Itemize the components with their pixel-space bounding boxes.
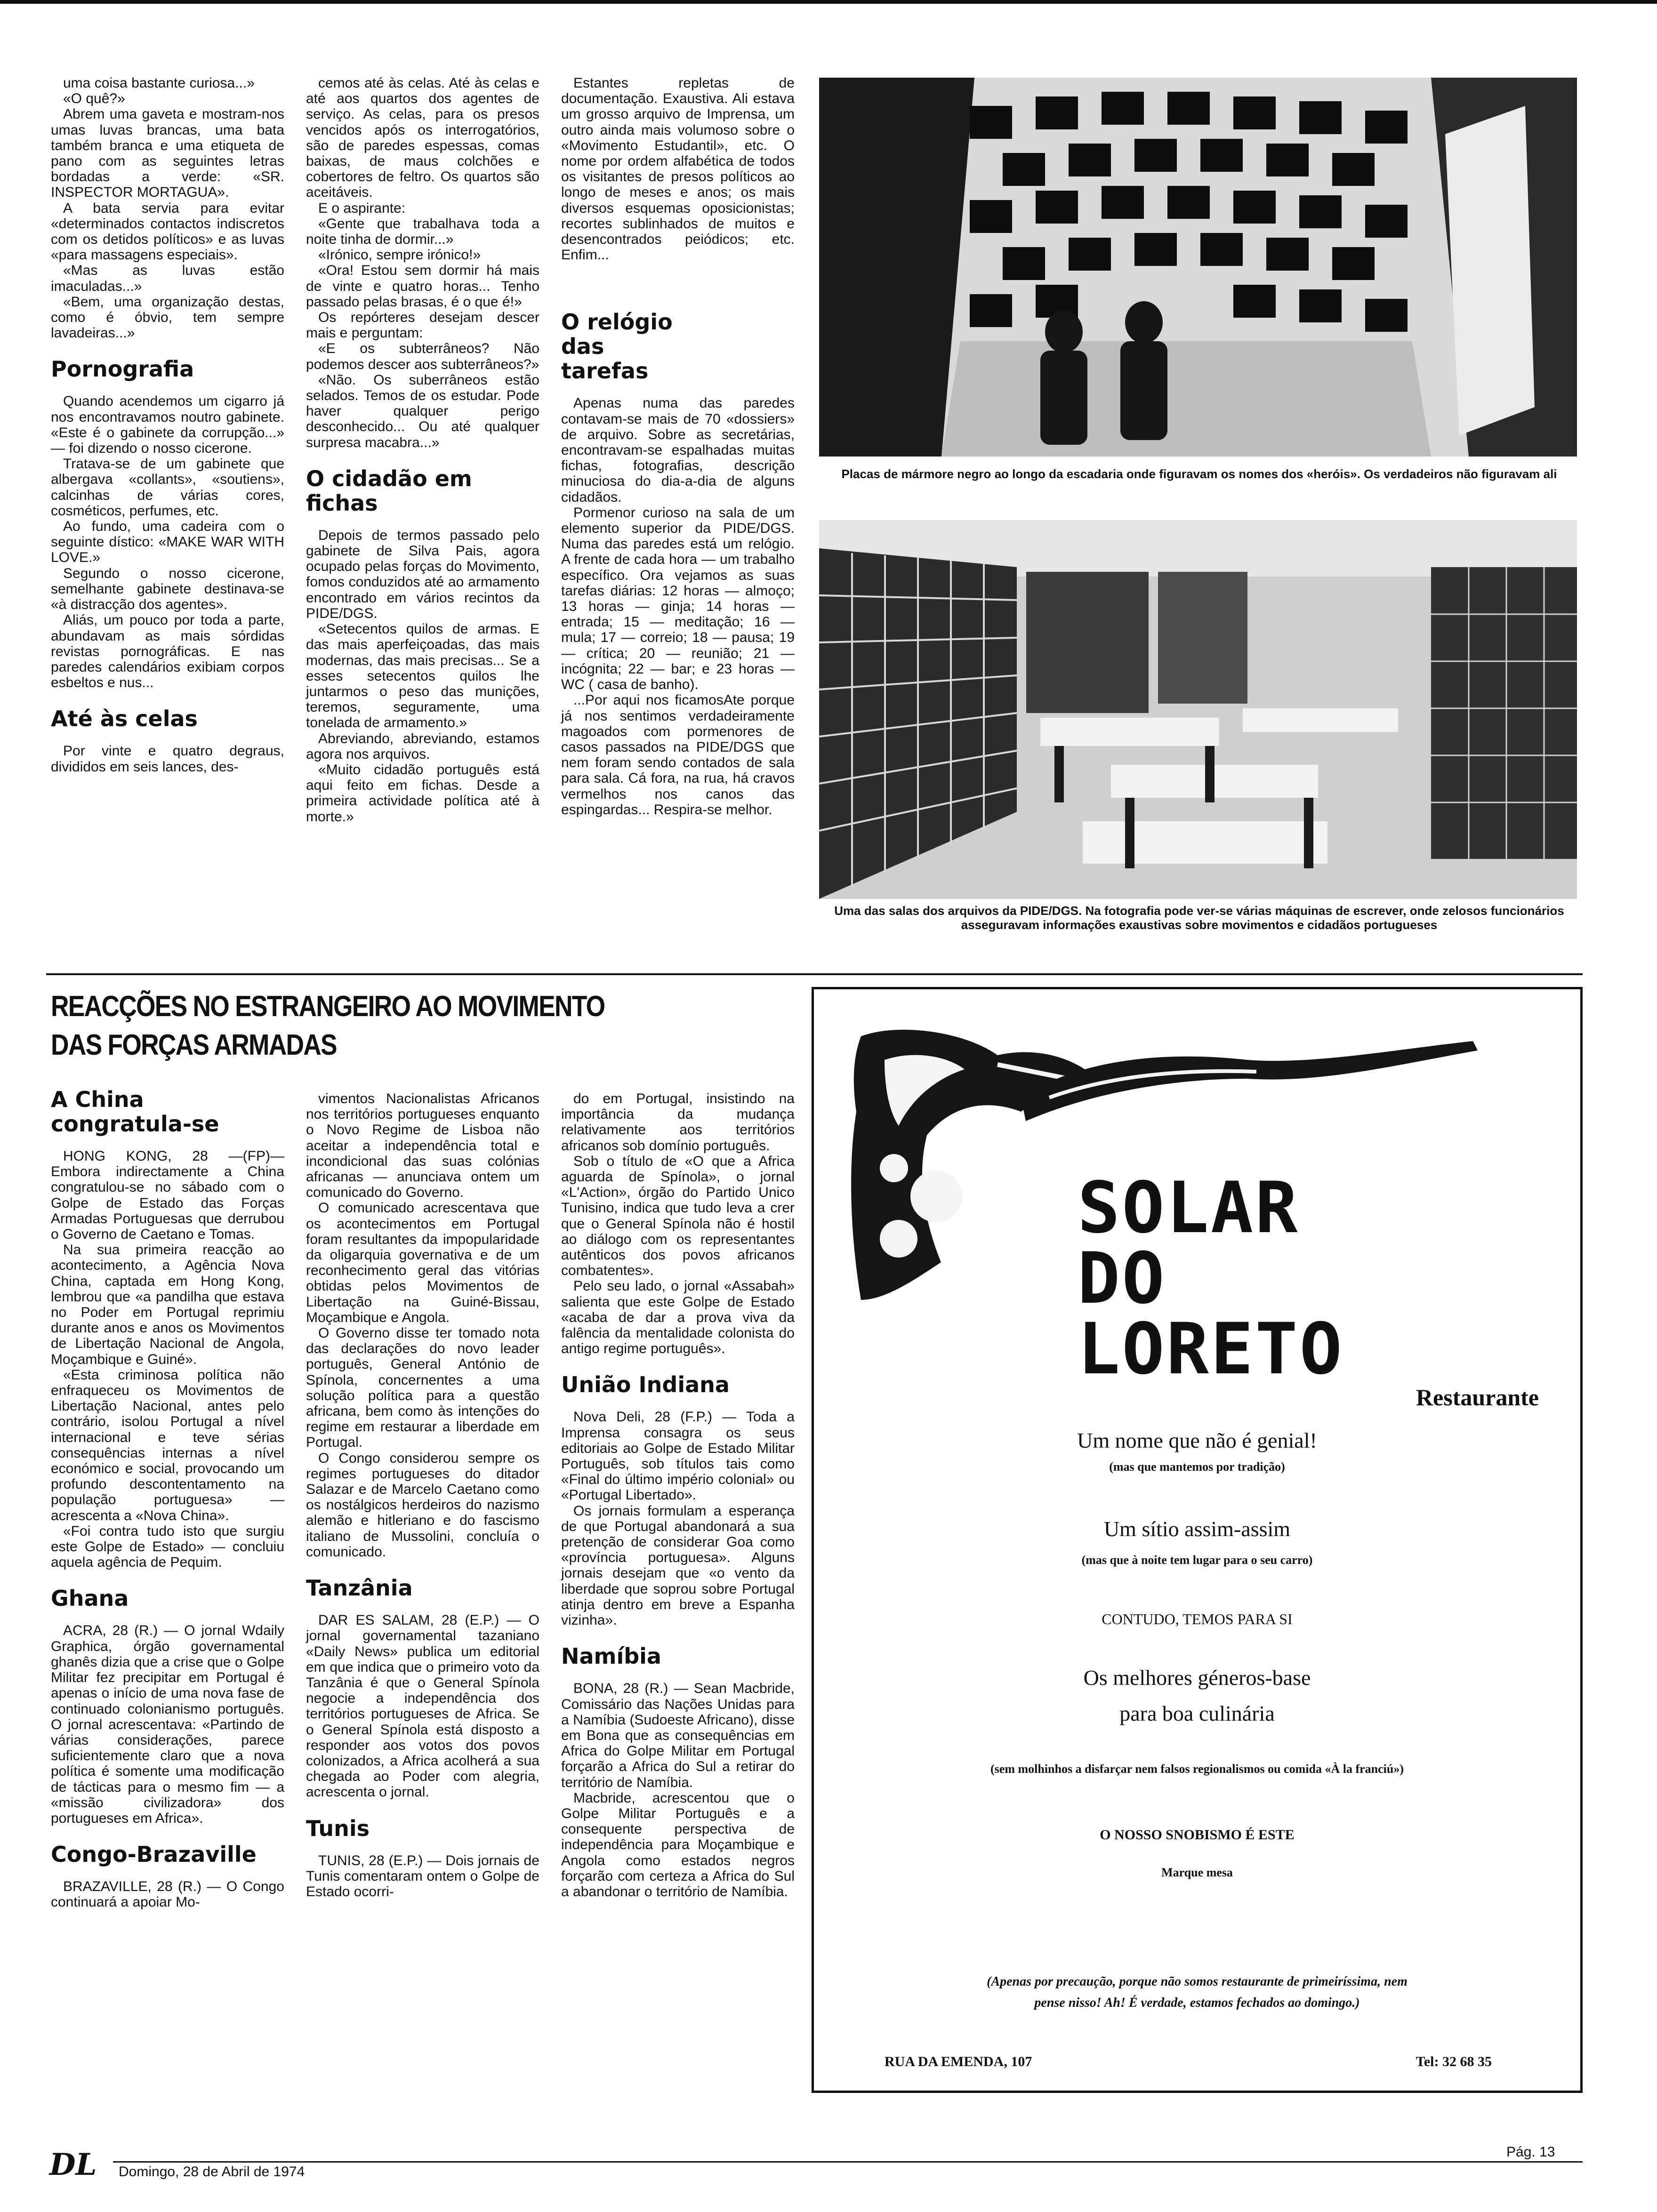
paragraph: «Mas as luvas estão imaculadas...»: [51, 263, 284, 294]
restaurant-advertisement: [812, 987, 1583, 2093]
restaurant-name-line-1: SOLAR: [1078, 1167, 1300, 1249]
paragraph: HONG KONG, 28 —(FP)— Embora indirectamente a China congratulou-se no sábado com o Golpe de Estado das Forças Armadas Portuguesas que derrubou o Governo de Caetano e Tomas.: [51, 1148, 284, 1242]
ad-line-6: Marque mesa: [1161, 1866, 1233, 1879]
ad-line-5: O NOSSO SNOBISMO É ESTE: [1100, 1827, 1295, 1843]
bottom-col2-paras3: [306, 1853, 539, 1900]
paragraph: Ao fundo, uma cadeira com o seguinte dístico: «MAKE WAR WITH LOVE.»: [51, 519, 284, 566]
paragraph: Abreviando, abreviando, estamos agora nos arquivos.: [306, 730, 539, 762]
bottom-col2-paras1: [306, 1091, 539, 1560]
top-col1-paras1: [51, 75, 284, 341]
heading-uniao-indiana: União Indiana: [561, 1372, 730, 1398]
paragraph: «Gente que trabalhava toda a noite tinha de dormir...»: [306, 216, 539, 248]
bottom-col3-paras3: [561, 1681, 795, 1899]
footer-rule: [113, 2161, 1583, 2163]
article-headline: [51, 987, 812, 1065]
top-col3-paras2: [561, 395, 795, 817]
page-number: Pág. 13: [1506, 2144, 1555, 2160]
caption-staircase: Placas de mármore negro ao longo da escadaria onde figuravam os nomes dos «heróis». Os verdadeiros não figuravam ali: [841, 467, 1557, 481]
bottom-column-2: [306, 1091, 539, 1899]
top-border: [0, 0, 1657, 4]
ad-line-2: Um sítio assim-assim: [1103, 1517, 1291, 1541]
top-column-3: [561, 75, 795, 817]
paragraph: Segundo o nosso cicerone, semelhante gabinete destinava-se «à distracção dos agentes».: [51, 565, 284, 613]
bottom-col1-paras1: [51, 1148, 284, 1570]
top-col3-paras1: [561, 75, 795, 263]
paragraph: Aliás, um pouco por toda a parte, abundavam as mais sórdidas revistas pornográficas. E nas paredes calendários exibiam corpos esbeltos e nus...: [51, 612, 284, 691]
paragraph: Quando acendemos um cigarro já nos encontravamos noutro gabinete. «Este é o gabinete da corrupção...» — foi dizendo o nosso cicerone.: [51, 393, 284, 457]
ad-line-4a: Os melhores géneros-base: [1083, 1666, 1311, 1690]
bottom-column-1: [51, 1087, 284, 1910]
ad-line-4-note: (sem molhinhos a disfarçar nem falsos regionalismos ou comida «À la franciú»): [990, 1762, 1404, 1776]
paragraph: Tratava-se de um gabinete que albergava «collants», «soutiens», calcinhas de várias cores, cosméticos, perfumes, etc.: [51, 456, 284, 519]
footer-date: Domingo, 28 de Abril de 1974: [119, 2164, 305, 2180]
paragraph: Pelo seu lado, o jornal «Assabah» salienta que este Golpe de Estado «acaba de dar a prova viva da falência da mentalidade colonista do antigo regime português».: [561, 1278, 795, 1357]
ad-line-3: CONTUDO, TEMOS PARA SI: [1102, 1611, 1293, 1627]
paragraph: DAR ES SALAM, 28 (E.P.) — O jornal governamental tazaniano «Daily News» publica um editorial em que indica que o primeiro voto da Tanzânia é que o General Spínola negocie a independência dos territórios portugueses de Africa. Se o General Spínola está disposto a responder aos votos dos povos colonizados, a Africa acolherá a sua chegada ao Poder com alegria, acrescenta o jornal.: [306, 1612, 539, 1800]
paragraph: Por vinte e quatro degraus, divididos em seis lances, des-: [51, 743, 284, 775]
paragraph: Os repórteres desejam descer mais e perguntam:: [306, 310, 539, 341]
paragraph: «O quê?»: [63, 91, 125, 107]
restaurant-subtitle: Restaurante: [1416, 1384, 1539, 1411]
top-col1-paras2: [51, 393, 284, 690]
bottom-col3-paras1: [561, 1091, 795, 1356]
paragraph: «Muito cidadão português está aqui feito em fichas. Desde a primeira actividade política até à morte.»: [306, 761, 539, 825]
paragraph: Pormenor curioso na sala de um elemento superior da PIDE/DGS. Numa das paredes está um relógio. A frente de cada hora — um trabalho específico. Ora vejamos as suas tarefas diárias: 12 horas — almoço; 13 horas — ginja; 14 horas — entrada; 15 — meditação; 16 — mula; 17 — correio; 18 — pausa; 19 — crítica; 20 — reunião; 21 — incógnita; 22 — bar; e 23 horas — WC ( casa de banho).: [561, 505, 795, 693]
paragraph: Macbride, acrescentou que o Golpe Militar Português e a consequente perspectiva de independência para Moçambique e Angola como estados negros forçarão com certeza a Africa do Sul a abandonar o território de Namíbia.: [561, 1790, 795, 1899]
heading-china: A China congratula-se: [51, 1087, 219, 1137]
top-col2-paras1: [306, 75, 539, 450]
paragraph: BRAZAVILLE, 28 (R.) — O Congo continuará a apoiar Mo-: [51, 1879, 284, 1910]
paragraph: TUNIS, 28 (E.P.) — Dois jornais de Tunis comentaram ontem o Golpe de Estado ocorri-: [306, 1852, 539, 1899]
ad-phone: Tel: 32 68 35: [1416, 2054, 1492, 2069]
top-col1-paras3: [51, 743, 284, 774]
ad-line-2-note: (mas que à noite tem lugar para o seu carro): [1081, 1553, 1313, 1567]
restaurant-name: [1078, 1167, 1407, 1390]
paragraph: Nova Deli, 28 (F.P.) — Toda a Imprensa consagra os seus editoriais ao Golpe de Estado Militar Português, sob títulos tais como «Final do último império colonial» ou «Portugal Libertado».: [561, 1409, 795, 1503]
paragraph: «Setecentos quilos de armas. E das mais aperfeiçoadas, das mais modernas, das mais precisas... Se a esses setecentos quilos lhe juntarmos o peso das munições, teremos, seguramente, uma tonelada de armamento.»: [306, 621, 539, 731]
paragraph: vimentos Nacionalistas Africanos nos territórios portugueses enquanto o Novo Regime de Lisboa não aceitar a independência total e incondicional das suas colónias africanas — anunciava ontem um comunicado do Governo.: [306, 1091, 539, 1201]
paragraph: «Esta criminosa política não enfraqueceu os Movimentos de Libertação Nacional, antes pelo contrário, isolou Portugal a nível internacional e teve sérias consequências internas a nível económico e social, provocando um profundo descontentamento na população portuguesa» — acrescenta a «Nova China».: [51, 1367, 284, 1523]
branch-illustration: [1021, 1032, 1482, 1126]
heading-congo-brazaville: Congo-Brazaville: [51, 1842, 257, 1867]
section-divider: [46, 973, 1583, 975]
paragraph: «Foi contra tudo isto que surgiu este Golpe de Estado» — concluiu aquela agência de Pequim.: [51, 1523, 284, 1571]
top-column-1: [51, 75, 284, 775]
paragraph: Sob o título de «O que a Africa aguarda de Spínola», o jornal «L'Action», órgão do Partido Unico Tunisino, indica que tudo leva a crer que o General Spínola não é hostil ao diálogo com os representantes autênticos dos povos africanos combatentes».: [561, 1153, 795, 1279]
ad-line-1: Um nome que não é genial!: [1077, 1428, 1317, 1452]
headline-line-1: REACÇÕES NO ESTRANGEIRO AO MOVIMENTO: [51, 990, 605, 1023]
photo-staircase-plaques: [819, 78, 1577, 457]
paragraph: Apenas numa das paredes contavam-se mais de 70 «dossiers» de arquivo. Sobre as secretárias, encontravam-se espalhadas muitas fichas, fotografias, descrição minuciosa do dia-a-dia de alguns cidadãos.: [561, 395, 795, 505]
paragraph: Abrem uma gaveta e mostram-nos umas luvas brancas, uma bata também branca e uma etiqueta de pano com as seguintes letras bordadas a verde: «SR. INSPECTOR MORTAGUA».: [51, 106, 284, 200]
paragraph: ...Por aqui nos ficamosAte porque já nos sentimos verdadeiramente magoados com pormenores de casos passados na PIDE/DGS que nem foram sendo contados de sala para sala. Cá fora, na rua, há cravos vermelhos nos canos das espingardas... Respira-se melhor.: [561, 692, 795, 817]
heading-ate-as-celas: Até às celas: [51, 706, 198, 732]
caption-archive-room: Uma das salas dos arquivos da PIDE/DGS. Na fotografia pode ver-se várias máquinas de escrever, onde zelosos funcionários asseguravam informações exaustivas sobre movimentos e cidadãos portugueses: [834, 904, 1564, 932]
paragraph: BONA, 28 (R.) — Sean Macbride, Comissário das Nações Unidas para a Namíbia (Sudoeste Africano), disse em Bona que as consequências em Africa do Golpe Militar em Portugal forçarão a Africa do Sul a retirar do território de Namíbia.: [561, 1681, 795, 1790]
bottom-col3-paras2: [561, 1409, 795, 1628]
restaurant-name-line-3: LORETO: [1078, 1308, 1344, 1390]
photo-archive-image: [819, 520, 1577, 899]
paragraph: O Governo disse ter tomado nota das declarações do novo leader português, General António de Spínola, concernentes a uma solução política para a questão africana, bem como às intenções do regime em restaurar a liberdade em Portugal.: [306, 1325, 539, 1451]
heading-pornografia: Pornografia: [51, 356, 194, 382]
paragraph: E o aspirante:: [318, 200, 406, 216]
paragraph: O comunicado acrescentava que os acontecimentos em Portugal foram resultantes da impopularidade da oligarquia governativa e de um reconhecimento geral das vitórias obtidas pelos Movimentos de Libertação na Guiné-Bissau, Moçambique e Angola.: [306, 1200, 539, 1325]
ad-line-1-note: (mas que mantemos por tradição): [1109, 1460, 1285, 1474]
paragraph: «Não. Os suberrâneos estão selados. Temos de os estudar. Pode haver qualquer perigo desconhecido... Ou até qualquer surpresa macabra...»: [306, 372, 539, 450]
headline-line-2: DAS FORÇAS ARMADAS: [51, 1029, 337, 1061]
bottom-col2-paras2: [306, 1612, 539, 1800]
restaurant-name-line-2: DO: [1078, 1238, 1166, 1320]
bottom-col1-paras3: [51, 1879, 284, 1910]
heading-tunis: Tunis: [306, 1815, 370, 1841]
paragraph: A bata servia para evitar «determinados contactos indiscretos com os detidos políticos» e as luvas «para massagens especiais».: [51, 200, 284, 263]
heading-cidadao-em-fichas: O cidadão em fichas: [306, 465, 472, 516]
bottom-column-3: [561, 1091, 795, 1899]
ad-disclaimer-line-1: (Apenas por precaução, porque não somos restaurante de primeiríssima, nem: [987, 1974, 1408, 1989]
photo-staircase-image: [819, 78, 1577, 457]
paragraph: uma coisa bastante curiosa...»: [63, 75, 255, 91]
paragraph: O Congo considerou sempre os regimes portugueses do ditador Salazar e de Marcelo Caetano como os nostálgicos herdeiros do nazismo alemão e hitleriano e do fascismo italiano de Mussolini, concluía o comunicado.: [306, 1450, 539, 1560]
paragraph: «Irónico, sempre irónico!»: [318, 247, 481, 263]
ad-disclaimer-line-2: pense nisso! Ah! É verdade, estamos fechados ao domingo.): [1034, 1996, 1360, 2010]
paragraph: «Ora! Estou sem dormir há mais de vinte e quatro horas... Tenho passado pelas brasas, é o que é!»: [306, 263, 539, 310]
paragraph: Os jornais formulam a esperança de que Portugal abandonará a sua pretenção de considerar Goa como «província portuguesa». Alguns jornais desejam que «o vento da liberdade que soprou sobre Portugal atinja dentro em breve a Espanha vizinha».: [561, 1503, 795, 1628]
top-col2-paras2: [306, 528, 539, 825]
ad-line-4b: para boa culinária: [1119, 1701, 1275, 1725]
heading-relogio-das-tarefas: O relógio das tarefas: [561, 309, 673, 384]
paragraph: Depois de termos passado pelo gabinete de Silva Pais, agora ocupado pelas forças do Movimento, fomos conduzidos até ao armamento encontrado em vários recintos da PIDE/DGS.: [306, 527, 539, 621]
bottom-col1-paras2: [51, 1623, 284, 1826]
heading-ghana: Ghana: [51, 1586, 129, 1611]
paragraph: Na sua primeira reacção ao acontecimento, a Agência Nova China, captada em Hong Kong, lembrou que «a pandilha que estava no Poder em Portugal reprimiu durante anos e anos os Movimentos de Libertação Nacional de Angola, Moçambique e Guiné».: [51, 1242, 284, 1367]
top-column-2: [306, 75, 539, 825]
paragraph: Estantes repletas de documentação. Exaustiva. Ali estava um grosso arquivo de Imprensa, um outro ainda mais volumoso sobre o «Movimento Estudantil», etc. O nome por ordem alfabética de todos os visitantes de presos políticos ao longo de meses e anos; os mais diversos esquemas oposicionistas; recortes sublinhados de muitos e desencontrados peiódicos; etc. Enfim...: [561, 75, 795, 263]
paragraph: «Bem, uma organização destas, como é óbvio, tem sempre lavadeiras...»: [51, 294, 284, 341]
paragraph: «E os subterrâneos? Não podemos descer aos subterrâneos?»: [306, 341, 539, 372]
footer-logo: DL: [49, 2147, 97, 2182]
ad-address: RUA DA EMENDA, 107: [885, 2054, 1032, 2069]
paragraph: do em Portugal, insistindo na importância da mudança relativamente aos territórios africanos sob domínio português.: [561, 1091, 795, 1154]
photo-archive-room: [819, 520, 1577, 899]
paragraph: ACRA, 28 (R.) — O jornal Wdaily Graphica, órgão governamental ghanês dizia que a crise que o Golpe Militar fez precipitar em Portugal é apenas o início de uma nova fase de continuado colonianismo português. O jornal acrescentava: «Partindo de várias considerações, parece suficientemente claro que a nova política é somente uma modificação de tácticas para o mesmo fim — a «missão civilizadora» dos portugueses em Africa».: [51, 1623, 284, 1826]
heading-tanzania: Tanzânia: [306, 1575, 413, 1601]
heading-namibia: Namíbia: [561, 1643, 661, 1669]
paragraph: cemos até às celas. Até às celas e até aos quartos dos agentes de serviço. As celas, para os presos vencidos após os interrogatórios, são de paredes espessas, comas baixas, de maus colchões e cobertores de feltro. Os quartos são aceitáveis.: [306, 75, 539, 200]
